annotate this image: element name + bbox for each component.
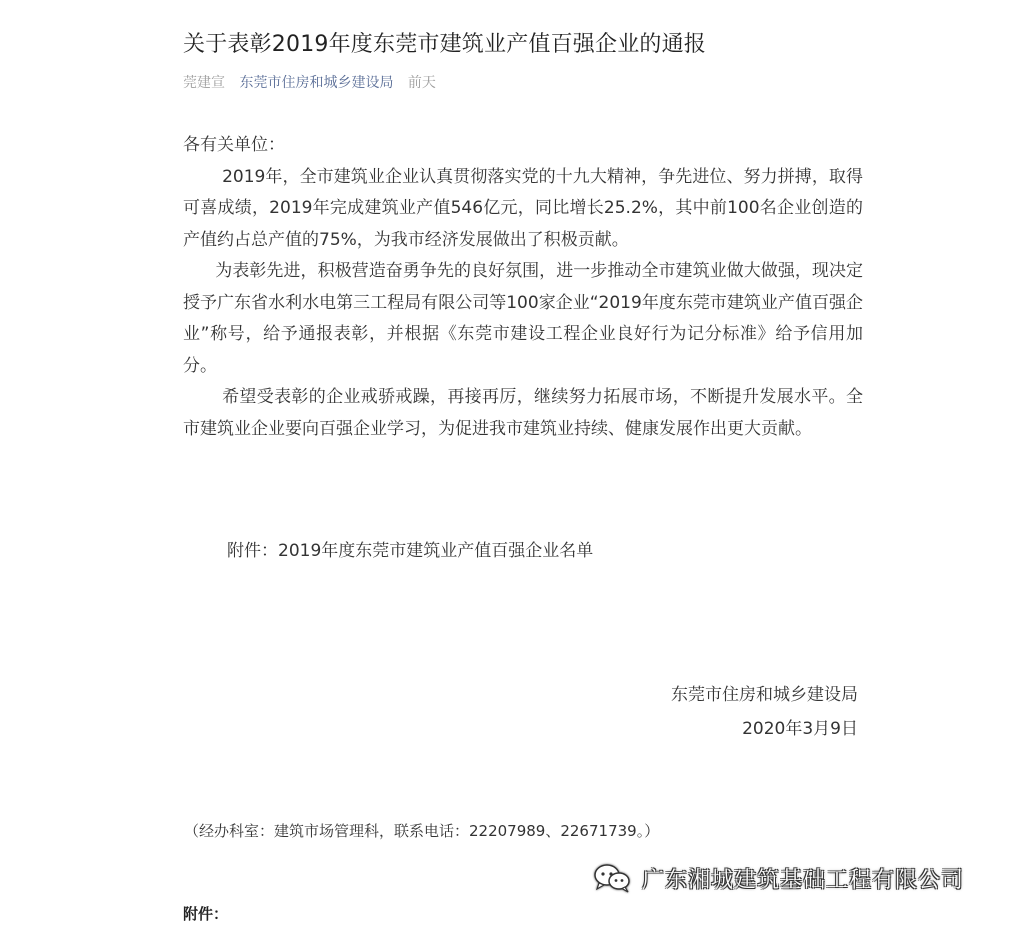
watermark-text: 广东湘城建筑基础工程有限公司 [642,867,965,893]
watermark [592,858,964,898]
signature-org: 东莞市住房和城乡建设局 [671,685,858,705]
attachment-heading: 附件： [183,905,229,923]
signature-block [671,678,858,746]
article-author: 莞建宣 [183,75,225,91]
article-body [183,130,863,445]
attachment-note: 附件：2019年度东莞市建筑业产值百强企业名单 [227,541,594,561]
article-header [183,28,863,93]
article-meta [183,73,863,93]
article-title: 关于表彰2019年度东莞市建筑业产值百强企业的通报 [183,32,706,57]
salutation: 各有关单位： [183,135,285,155]
paragraph-2: 为表彰先进，积极营造奋勇争先的良好氛围，进一步推动全市建筑业做大做强，现决定授予广东省水利水电第三工程局有限公司等100家企业“2019年度东莞市建筑业产值百强企业”称号，给予通报表彰，并根据《东莞市建设工程企业良好行为记分标准》给予信用加分。 [183,261,863,376]
paragraph-3: 希望受表彰的企业戒骄戒躁，再接再厉，继续努力拓展市场，不断提升发展水平。全市建筑业企业要向百强企业学习，为促进我市建筑业持续、健康发展作出更大贡献。 [183,387,863,439]
paragraph-1: 2019年，全市建筑业企业认真贯彻落实党的十九大精神，争先进位、努力拼搏，取得可喜成绩，2019年完成建筑业产值546亿元，同比增长25.2%，其中前100名企业创造的产值约占总产值的75%，为我市经济发展做出了积极贡献。 [183,166,863,250]
contact-info: （经办科室：建筑市场管理科，联系电话：22207989、22671739。） [184,822,660,840]
publish-time: 前天 [407,75,436,91]
signature-date: 2020年3月9日 [742,719,858,739]
account-name-link[interactable]: 东莞市住房和城乡建设局 [239,75,394,91]
wechat-icon [592,862,632,894]
